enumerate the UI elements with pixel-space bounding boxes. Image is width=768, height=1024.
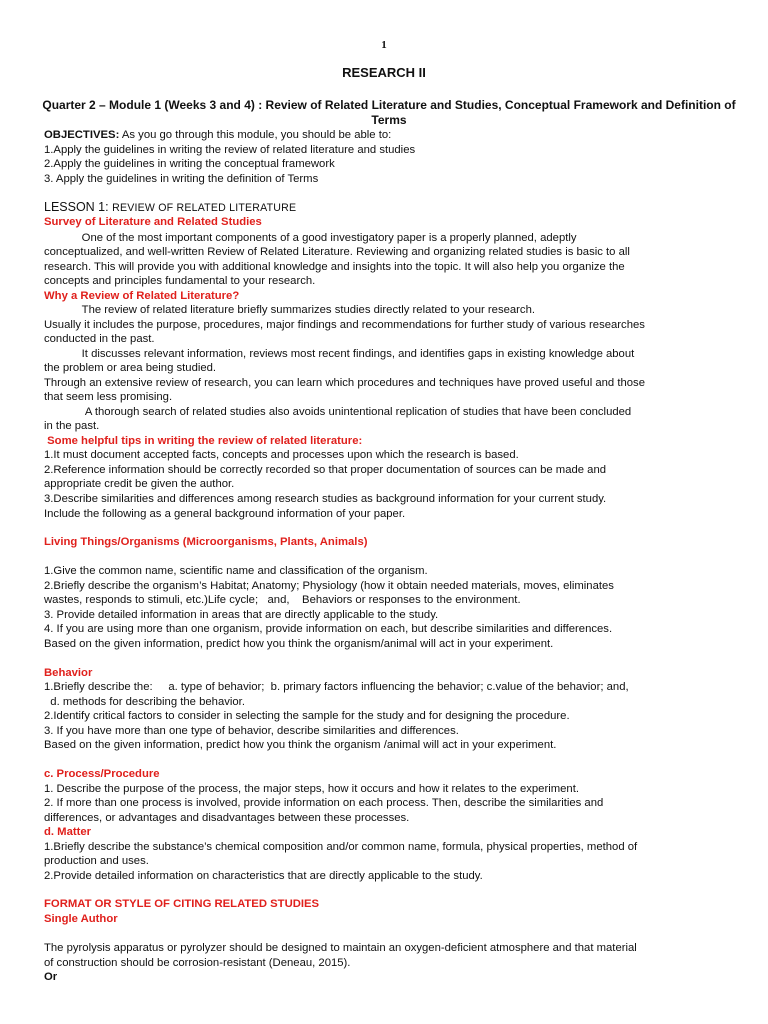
lesson-heading — [44, 200, 732, 215]
paragraph-line: concepts and principles fundamental to your research. — [44, 275, 316, 287]
paragraph-line: of construction should be corrosion-resistant (Deneau, 2015). — [44, 957, 351, 969]
paragraph-line: The pyrolysis apparatus or pyrolyzer should be designed to maintain an oxygen-deficient atmosphere and that material — [44, 942, 637, 954]
paragraph-line: 1.Give the common name, scientific name and classification of the organism. — [44, 565, 428, 577]
paragraph-line: Based on the given information, predict how you think the organism /animal will act in your experiment. — [44, 739, 557, 751]
objectives-line — [44, 128, 732, 142]
or-label: Or — [44, 971, 58, 983]
paragraph-line: 2. If more than one process is involved, provide information on each process. Then, describe the similarities and — [44, 797, 604, 809]
paragraph-line: d. methods for describing the behavior. — [44, 696, 245, 708]
paragraph-line: 1.Briefly describe the substance’s chemical composition and/or common name, formula, physical properties, method of — [44, 841, 638, 853]
lesson-prefix: LESSON 1: — [44, 200, 113, 214]
subheading-single-author: Single Author — [44, 913, 118, 925]
module-subtitle: Quarter 2 – Module 1 (Weeks 3 and 4) : Review of Related Literature and Studies, Conceptual Framework and Definition of Terms — [42, 98, 739, 127]
paragraph-line: A thorough search of related studies also avoids unintentional replication of studies that have been concluded — [44, 406, 632, 418]
paragraph-line: 3. Provide detailed information in areas that are directly applicable to the study. — [44, 609, 439, 621]
paragraph-line: production and uses. — [44, 855, 149, 867]
paragraph-line: Include the following as a general background information of your paper. — [44, 508, 406, 520]
paragraph-line: The review of related literature briefly summarizes studies directly related to your research. — [44, 304, 535, 316]
section-heading-survey: Survey of Literature and Related Studies — [44, 216, 262, 228]
objectives-intro: As you go through this module, you should be able to: — [119, 129, 392, 141]
paragraph-line: 2.Briefly describe the organism’s Habitat; Anatomy; Physiology (how it obtain needed materials, moves, eliminates — [44, 580, 614, 592]
paragraph-line: 2.Reference information should be correctly recorded so that proper documentation of sources can be made and — [44, 464, 607, 476]
paragraph-line: 2.Identify critical factors to consider in selecting the sample for the study and for designing the procedure. — [44, 710, 570, 722]
objective-item: 3. Apply the guidelines in writing the definition of Terms — [44, 173, 319, 185]
paragraph-line: 1.Briefly describe the: a. type of behavior; b. primary factors influencing the behavior; c.value of the behavior; and, — [44, 681, 629, 693]
objectives-label: OBJECTIVES: — [44, 129, 120, 141]
paragraph-line: that seem less promising. — [44, 391, 173, 403]
objective-item: 2.Apply the guidelines in writing the conceptual framework — [44, 158, 335, 170]
paragraph-line: wastes, responds to stimuli, etc.)Life cycle; and, Behaviors or responses to the environment. — [44, 594, 521, 606]
paragraph-line: It discusses relevant information, reviews most recent findings, and identifies gaps in existing knowledge about — [44, 348, 635, 360]
paragraph-line: research. This will provide you with additional knowledge and insights into the topic. It will also help you organize the — [44, 261, 625, 273]
paragraph-line: 2.Provide detailed information on characteristics that are directly applicable to the study. — [44, 870, 483, 882]
paragraph-line: 3. If you have more than one type of behavior, describe similarities and differences. — [44, 725, 459, 737]
paragraph-line: Based on the given information, predict how you think the organism/animal will act in your experiment. — [44, 638, 554, 650]
objective-item: 1.Apply the guidelines in writing the review of related literature and studies — [44, 144, 416, 156]
document-title: RESEARCH II — [342, 65, 426, 80]
paragraph-line: Through an extensive review of research, you can learn which procedures and techniques have proved useful and those — [44, 377, 645, 389]
paragraph-line: the problem or area being studied. — [44, 362, 217, 374]
page-number: 1 — [381, 39, 387, 51]
paragraph-line: Usually it includes the purpose, procedures, major findings and recommendations for further study of various researches — [44, 319, 645, 331]
paragraph-line: 4. If you are using more than one organism, provide information on each, but describe similarities and differences. — [44, 623, 613, 635]
section-heading-tips: Some helpful tips in writing the review of related literature: — [44, 435, 363, 447]
paragraph-line: differences, or advantages and disadvantages between these processes. — [44, 812, 410, 824]
paragraph-line: 3.Describe similarities and differences among research studies as background information for your current study. — [44, 493, 607, 505]
lesson-title: REVIEW OF RELATED LITERATURE — [112, 202, 297, 214]
paragraph-line: 1.It must document accepted facts, concepts and processes upon which the research is based. — [44, 449, 519, 461]
paragraph-line: One of the most important components of a good investigatory paper is a properly planned, adeptly — [44, 232, 577, 244]
paragraph-line: appropriate credit be given the author. — [44, 478, 235, 490]
section-heading-behavior: Behavior — [44, 667, 93, 679]
section-heading-process: c. Process/Procedure — [44, 768, 160, 780]
paragraph-line: 1. Describe the purpose of the process, the major steps, how it occurs and how it relates to the experiment. — [44, 783, 579, 795]
section-heading-living-things: Living Things/Organisms (Microorganisms, Plants, Animals) — [44, 536, 368, 548]
section-heading-why: Why a Review of Related Literature? — [44, 290, 240, 302]
section-heading-matter: d. Matter — [44, 826, 92, 838]
paragraph-line: in the past. — [44, 420, 100, 432]
section-heading-format: FORMAT OR STYLE OF CITING RELATED STUDIES — [44, 898, 320, 910]
paragraph-line: conceptualized, and well-written Review of Related Literature. Reviewing and organizing related studies is basic to all — [44, 246, 630, 258]
paragraph-line: conducted in the past. — [44, 333, 155, 345]
